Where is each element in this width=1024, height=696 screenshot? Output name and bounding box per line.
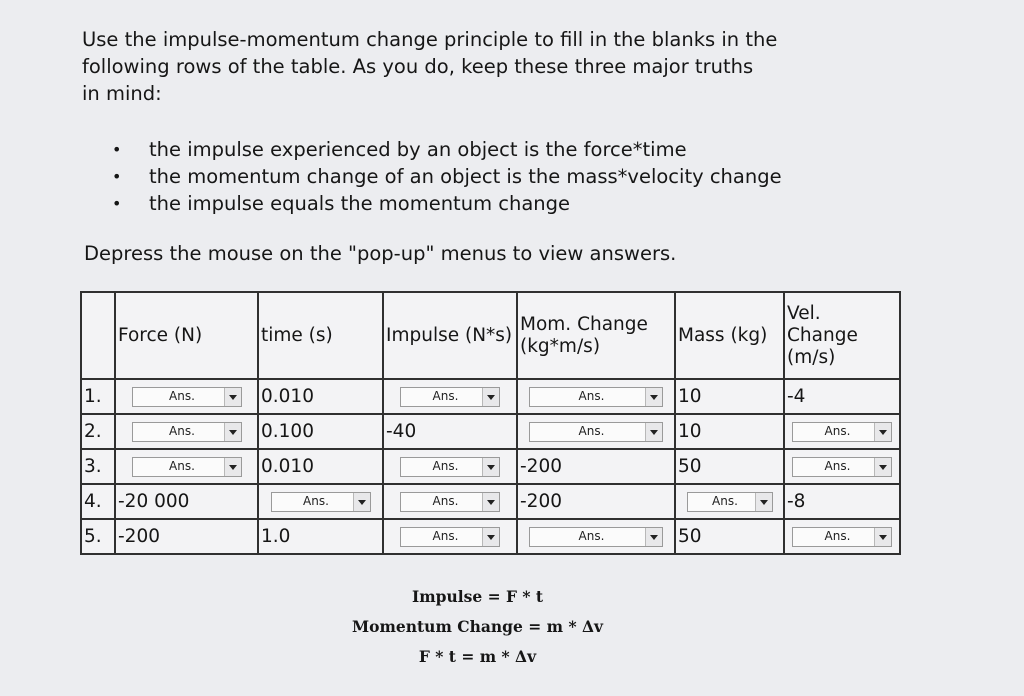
- dropdown-arrow-icon: [224, 423, 241, 441]
- answer-popup-label: Ans.: [303, 494, 329, 508]
- formula-momentum-change: Momentum Change = m * Δv: [352, 617, 603, 636]
- answer-popup-label: Ans.: [578, 529, 605, 543]
- dropdown-arrow-icon: [755, 493, 772, 511]
- answer-popup-label: Ans.: [432, 459, 459, 473]
- cell-value: -40: [386, 421, 417, 442]
- cell-impulse: [383, 449, 517, 484]
- intro-line: in mind:: [82, 82, 162, 105]
- answer-popup-force[interactable]: [132, 457, 242, 477]
- header-velocity-change: Vel. Change (m/s): [784, 292, 900, 379]
- truth-text: the impulse equals the momentum change: [149, 192, 571, 215]
- intro-line: Use the impulse-momentum change principle to fill in the blanks in the: [82, 28, 778, 51]
- formula-impulse: Impulse = F * t: [411, 587, 544, 606]
- answer-popup-label: Ans.: [169, 389, 195, 403]
- cell-value: -200: [118, 526, 160, 547]
- header-force: Force (N): [115, 292, 258, 379]
- cell-force: [115, 379, 258, 414]
- cell-value: 1.0: [261, 526, 291, 547]
- formula-equality: F * t = m * Δv: [418, 647, 537, 666]
- bullet-icon: •: [112, 140, 122, 159]
- dropdown-arrow-icon: [224, 388, 241, 406]
- cell-value: 4.: [84, 491, 102, 512]
- dropdown-arrow-icon: [482, 388, 499, 406]
- cell-time: [258, 379, 383, 414]
- answer-popup-momentum-change[interactable]: [529, 422, 663, 442]
- header-momentum-change: Mom. Change (kg*m/s): [517, 292, 675, 379]
- cell-mass: [675, 484, 784, 519]
- cell-value: -8: [787, 491, 806, 512]
- header-impulse: Impulse (N*s): [383, 292, 517, 379]
- cell-velocity-change: [784, 519, 900, 554]
- answer-popup-velocity-change[interactable]: [792, 457, 892, 477]
- truths-list: [112, 136, 782, 217]
- table-row: [81, 519, 900, 554]
- header-mass: Mass (kg): [675, 292, 784, 379]
- table-row: [81, 484, 900, 519]
- answer-popup-impulse[interactable]: [400, 492, 500, 512]
- cell-value: -20 000: [118, 491, 190, 512]
- intro-text: [82, 26, 902, 107]
- cell-row-number: [81, 379, 115, 414]
- answer-popup-label: Ans.: [712, 494, 738, 508]
- answer-popup-impulse[interactable]: [400, 527, 500, 547]
- answer-popup-label: Ans.: [824, 529, 851, 543]
- cell-velocity-change: [784, 414, 900, 449]
- answer-popup-force[interactable]: [132, 387, 242, 407]
- truth-text: the momentum change of an object is the mass*velocity change: [149, 165, 782, 188]
- cell-value: 1.: [84, 386, 102, 407]
- cell-value: 0.100: [261, 421, 314, 442]
- cell-time: [258, 484, 383, 519]
- cell-mass: [675, 379, 784, 414]
- cell-value: 0.010: [261, 386, 314, 407]
- header-row: [81, 292, 900, 379]
- table-body: [81, 379, 900, 554]
- cell-value: 10: [678, 421, 702, 442]
- cell-momentum-change: [517, 414, 675, 449]
- dropdown-arrow-icon: [874, 458, 891, 476]
- cell-velocity-change: [784, 484, 900, 519]
- truth-item: [112, 163, 782, 190]
- table-row: [81, 414, 900, 449]
- dropdown-arrow-icon: [482, 528, 499, 546]
- cell-value: 2.: [84, 421, 102, 442]
- answer-popup-velocity-change[interactable]: [792, 422, 892, 442]
- cell-force: [115, 414, 258, 449]
- cell-time: [258, 449, 383, 484]
- answer-popup-label: Ans.: [169, 459, 195, 473]
- cell-value: 10: [678, 386, 702, 407]
- instruction-text: Depress the mouse on the "pop-up" menus to view answers.: [84, 242, 677, 265]
- intro-line: following rows of the table. As you do, keep these three major truths: [82, 55, 754, 78]
- cell-force: [115, 519, 258, 554]
- dropdown-arrow-icon: [645, 423, 662, 441]
- cell-impulse: [383, 519, 517, 554]
- cell-row-number: [81, 484, 115, 519]
- cell-value: 50: [678, 526, 702, 547]
- answer-popup-mass[interactable]: [687, 492, 773, 512]
- cell-time: [258, 519, 383, 554]
- cell-momentum-change: [517, 449, 675, 484]
- bullet-icon: •: [112, 194, 122, 213]
- dropdown-arrow-icon: [645, 388, 662, 406]
- cell-velocity-change: [784, 379, 900, 414]
- cell-row-number: [81, 449, 115, 484]
- bullet-icon: •: [112, 167, 122, 186]
- answer-popup-label: Ans.: [169, 424, 195, 438]
- header-time: time (s): [258, 292, 383, 379]
- table-row: [81, 449, 900, 484]
- cell-impulse: [383, 414, 517, 449]
- dropdown-arrow-icon: [645, 528, 662, 546]
- cell-momentum-change: [517, 484, 675, 519]
- cell-mass: [675, 449, 784, 484]
- answer-popup-force[interactable]: [132, 422, 242, 442]
- cell-velocity-change: [784, 449, 900, 484]
- cell-value: 50: [678, 456, 702, 477]
- answer-popup-label: Ans.: [578, 389, 605, 403]
- cell-impulse: [383, 379, 517, 414]
- answer-popup-label: Ans.: [432, 389, 459, 403]
- cell-value: 0.010: [261, 456, 314, 477]
- cell-mass: [675, 519, 784, 554]
- answer-popup-label: Ans.: [824, 424, 851, 438]
- cell-value: 5.: [84, 526, 102, 547]
- dropdown-arrow-icon: [224, 458, 241, 476]
- dropdown-arrow-icon: [482, 493, 499, 511]
- cell-row-number: [81, 519, 115, 554]
- answer-popup-impulse[interactable]: [400, 387, 500, 407]
- answer-popup-momentum-change[interactable]: [529, 387, 663, 407]
- cell-impulse: [383, 484, 517, 519]
- answer-popup-velocity-change[interactable]: [792, 527, 892, 547]
- answer-popup-impulse[interactable]: [400, 457, 500, 477]
- answer-popup-label: Ans.: [432, 494, 459, 508]
- dropdown-arrow-icon: [353, 493, 370, 511]
- cell-value: -200: [520, 491, 562, 512]
- answer-popup-time[interactable]: [271, 492, 371, 512]
- cell-value: 3.: [84, 456, 102, 477]
- cell-time: [258, 414, 383, 449]
- truth-text: the impulse experienced by an object is the force*time: [149, 138, 687, 161]
- dropdown-arrow-icon: [482, 458, 499, 476]
- cell-momentum-change: [517, 379, 675, 414]
- table-row: [81, 379, 900, 414]
- answer-popup-label: Ans.: [824, 459, 851, 473]
- truth-item: [112, 190, 782, 217]
- cell-force: [115, 449, 258, 484]
- cell-value: -200: [520, 456, 562, 477]
- cell-momentum-change: [517, 519, 675, 554]
- dropdown-arrow-icon: [874, 423, 891, 441]
- cell-row-number: [81, 414, 115, 449]
- impulse-table: [80, 291, 901, 555]
- header-cell: [81, 292, 115, 379]
- answer-popup-momentum-change[interactable]: [529, 527, 663, 547]
- cell-value: -4: [787, 386, 806, 407]
- answer-popup-label: Ans.: [432, 529, 459, 543]
- cell-mass: [675, 414, 784, 449]
- answer-popup-label: Ans.: [578, 424, 605, 438]
- cell-force: [115, 484, 258, 519]
- dropdown-arrow-icon: [874, 528, 891, 546]
- truth-item: [112, 136, 782, 163]
- formulas: [0, 582, 955, 672]
